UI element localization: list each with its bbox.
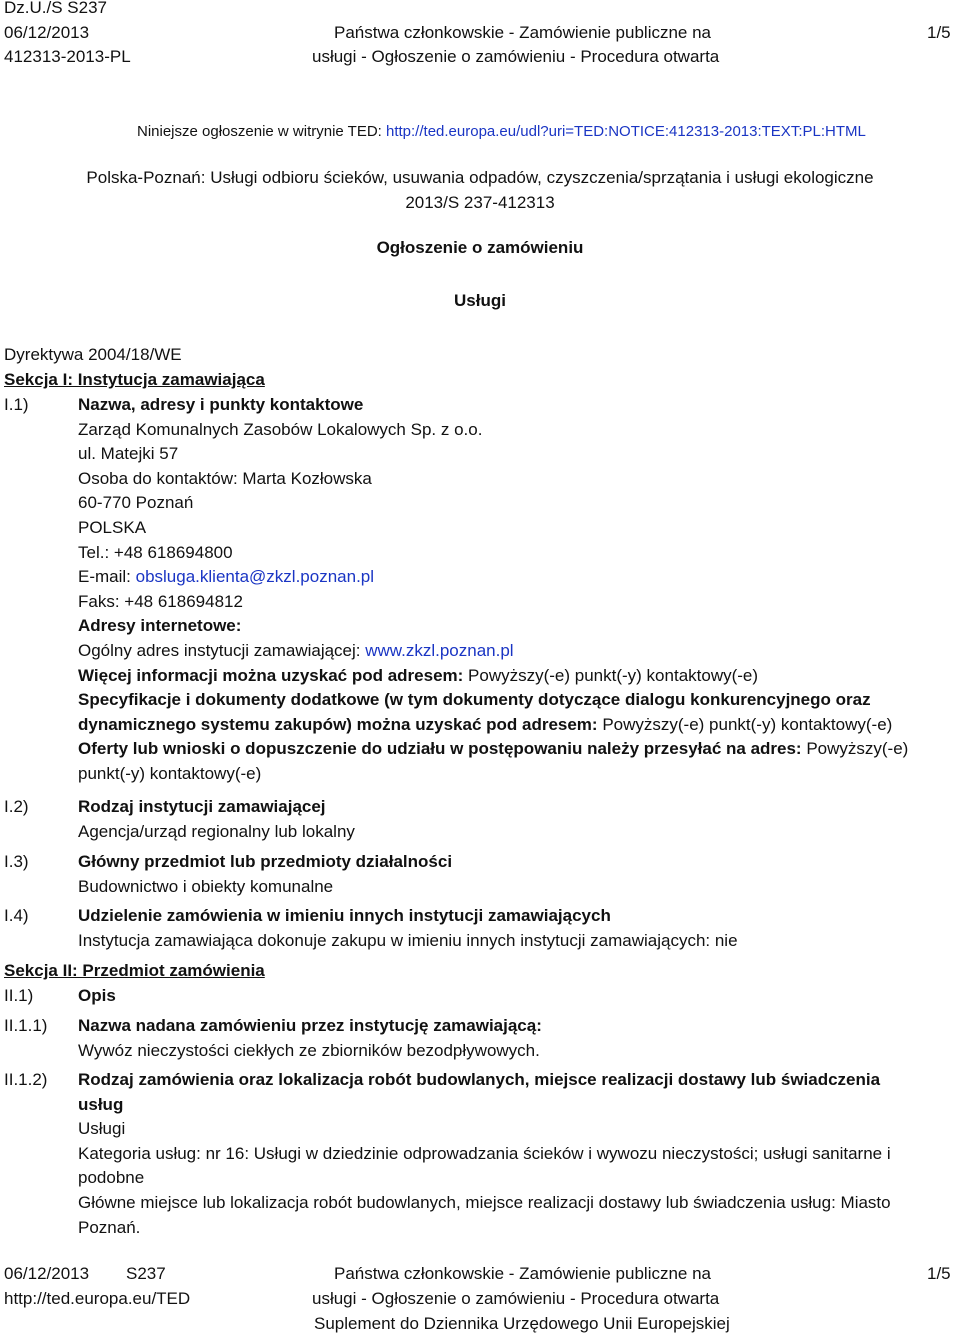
item-ii11-title: Nazwa nadana zamówieniu przez instytucję zamawiającą: [78, 1016, 542, 1035]
service-category-1: Kategoria usług: nr 16: Usługi w dziedzinie odprowadzania ścieków i wywozu nieczystości; usługi sanitarne i [78, 1143, 891, 1163]
item-i4-number: I.4) [4, 906, 29, 925]
spec-label-line1: Specyfikacje i dokumenty dodatkowe (w tym dokumenty dotyczące dialogu konkurencyjnego oraz [78, 690, 871, 710]
item-i1-number: I.1) [4, 395, 29, 414]
header-date: 06/12/2013 [4, 23, 90, 42]
offers-value-1: Powyższy(-e) [806, 739, 909, 759]
item-ii11-number: II.1.1) [4, 1016, 48, 1035]
more-info-value: Powyższy(-e) punkt(-y) kontaktowy(-e) [468, 665, 759, 685]
item-i2-value: Agencja/urząd regionalny lub lokalny [78, 821, 355, 841]
directive: Dyrektywa 2004/18/WE [4, 345, 182, 364]
item-i3-number: I.3) [4, 852, 29, 871]
footer-issue: S237 [126, 1264, 166, 1283]
item-ii12 [78, 1068, 953, 1240]
general-address-label: Ogólny adres instytucji zamawiającej: [78, 640, 366, 660]
more-info-label: Więcej informacji można uzyskać pod adresem: [78, 665, 469, 685]
item-i2-title: Rodzaj instytucji zamawiającej [78, 797, 326, 816]
item-i4-value: Instytucja zamawiająca dokonuje zakupu w imieniu innych instytucji zamawiających: nie [78, 930, 738, 950]
contract-type: Usługi [78, 1119, 126, 1139]
service-category-2: podobne [78, 1168, 145, 1188]
contact-person: Osoba do kontaktów: Marta Kozłowska [78, 468, 372, 488]
item-i1-title: Nazwa, adresy i punkty kontaktowe [78, 395, 364, 414]
item-i3-title: Główny przedmiot lub przedmioty działalności [78, 852, 453, 871]
postal-address: 60-770 Poznań [78, 493, 194, 513]
footer-center-line2: usługi - Ogłoszenie o zamówieniu - Procedura otwarta [312, 1289, 720, 1308]
footer-url: http://ted.europa.eu/TED [4, 1289, 191, 1308]
place-of-delivery-1: Główne miejsce lub lokalizacja robót budowlanych, miejsce realizacji dostawy lub świadczenia usług: Miasto [78, 1192, 891, 1212]
header-center-line1: Państwa członkowskie - Zamówienie publiczne na [334, 23, 712, 42]
item-ii1 [78, 984, 953, 1009]
notice-category: Usługi [454, 291, 506, 310]
item-ii1-title: Opis [78, 986, 116, 1005]
spec-label-line2: dynamicznego systemu zakupów) można uzyskać pod adresem: [78, 714, 603, 734]
item-i1 [78, 393, 953, 787]
notice-reference: 2013/S 237-412313 [405, 193, 555, 212]
item-ii12-title-1: Rodzaj zamówienia oraz lokalizacja robót budowlanych, miejsce realizacji dostawy lub świadczenia [78, 1070, 881, 1089]
item-i3 [78, 850, 953, 899]
contract-name: Wywóz nieczystości ciekłych ze zbiorników bezodpływowych. [78, 1040, 540, 1060]
item-ii1-number: II.1) [4, 986, 34, 1005]
country: POLSKA [78, 517, 147, 537]
item-i4-title: Udzielenie zamówienia w imieniu innych instytucji zamawiających [78, 906, 611, 925]
item-i3-value: Budownictwo i obiekty komunalne [78, 876, 334, 896]
more-info-line [78, 664, 953, 689]
section-1-heading: Sekcja I: Instytucja zamawiająca [4, 370, 265, 389]
email-label: E-mail: [78, 567, 136, 587]
footer-center-line1: Państwa członkowskie - Zamówienie publiczne na [334, 1264, 712, 1283]
spec-line2 [78, 713, 953, 738]
footer-center-line3: Suplement do Dziennika Urzędowego Unii Europejskiej [314, 1314, 730, 1333]
item-i2-number: I.2) [4, 797, 29, 816]
ted-link-line [137, 120, 866, 145]
section-2-heading: Sekcja II: Przedmiot zamówienia [4, 961, 265, 980]
footer-date: 06/12/2013 [4, 1264, 90, 1283]
header-center-line2: usługi - Ogłoszenie o zamówieniu - Procedura otwarta [312, 47, 720, 66]
item-i4 [78, 904, 953, 953]
notice-title: Polska-Poznań: Usługi odbioru ścieków, usuwania odpadów, czyszczenia/sprzątania i usługi ekologiczne [86, 168, 874, 187]
place-of-delivery-2: Poznań. [78, 1217, 141, 1237]
internet-addresses-heading: Adresy internetowe: [78, 616, 242, 636]
email-line [78, 565, 953, 590]
notice-number: 412313-2013-PL [4, 47, 131, 66]
offers-label: Oferty lub wnioski o dopuszczenie do udziału w postępowaniu należy przesyłać na adres: [78, 739, 807, 759]
spec-value: Powyższy(-e) punkt(-y) kontaktowy(-e) [602, 714, 893, 734]
notice-type: Ogłoszenie o zamówieniu [376, 238, 584, 257]
ted-notice-link[interactable]: http://ted.europa.eu/udl?uri=TED:NOTICE:412313-2013:TEXT:PL:HTML [386, 123, 866, 140]
org-name: Zarząd Komunalnych Zasobów Lokalowych Sp. z o.o. [78, 419, 483, 439]
offers-line1 [78, 737, 953, 762]
item-ii11 [78, 1014, 953, 1063]
org-street: ul. Matejki 57 [78, 444, 179, 464]
general-address-link[interactable]: www.zkzl.poznan.pl [365, 640, 514, 660]
email-link[interactable]: obsluga.klienta@zkzl.poznan.pl [135, 567, 375, 587]
general-address-line [78, 639, 953, 664]
item-ii12-number: II.1.2) [4, 1070, 48, 1089]
offers-value-2: punkt(-y) kontaktowy(-e) [78, 763, 262, 783]
ted-link-prefix: Niniejsze ogłoszenie w witrynie TED: [137, 123, 386, 140]
item-i2 [78, 795, 953, 844]
fax: Faks: +48 618694812 [78, 591, 243, 611]
header-page-number: 1/5 [927, 23, 951, 42]
journal-ref: Dz.U./S S237 [4, 0, 107, 17]
item-ii12-title-2: usług [78, 1094, 124, 1114]
footer-page-number: 1/5 [927, 1264, 951, 1283]
telephone: Tel.: +48 618694800 [78, 542, 233, 562]
